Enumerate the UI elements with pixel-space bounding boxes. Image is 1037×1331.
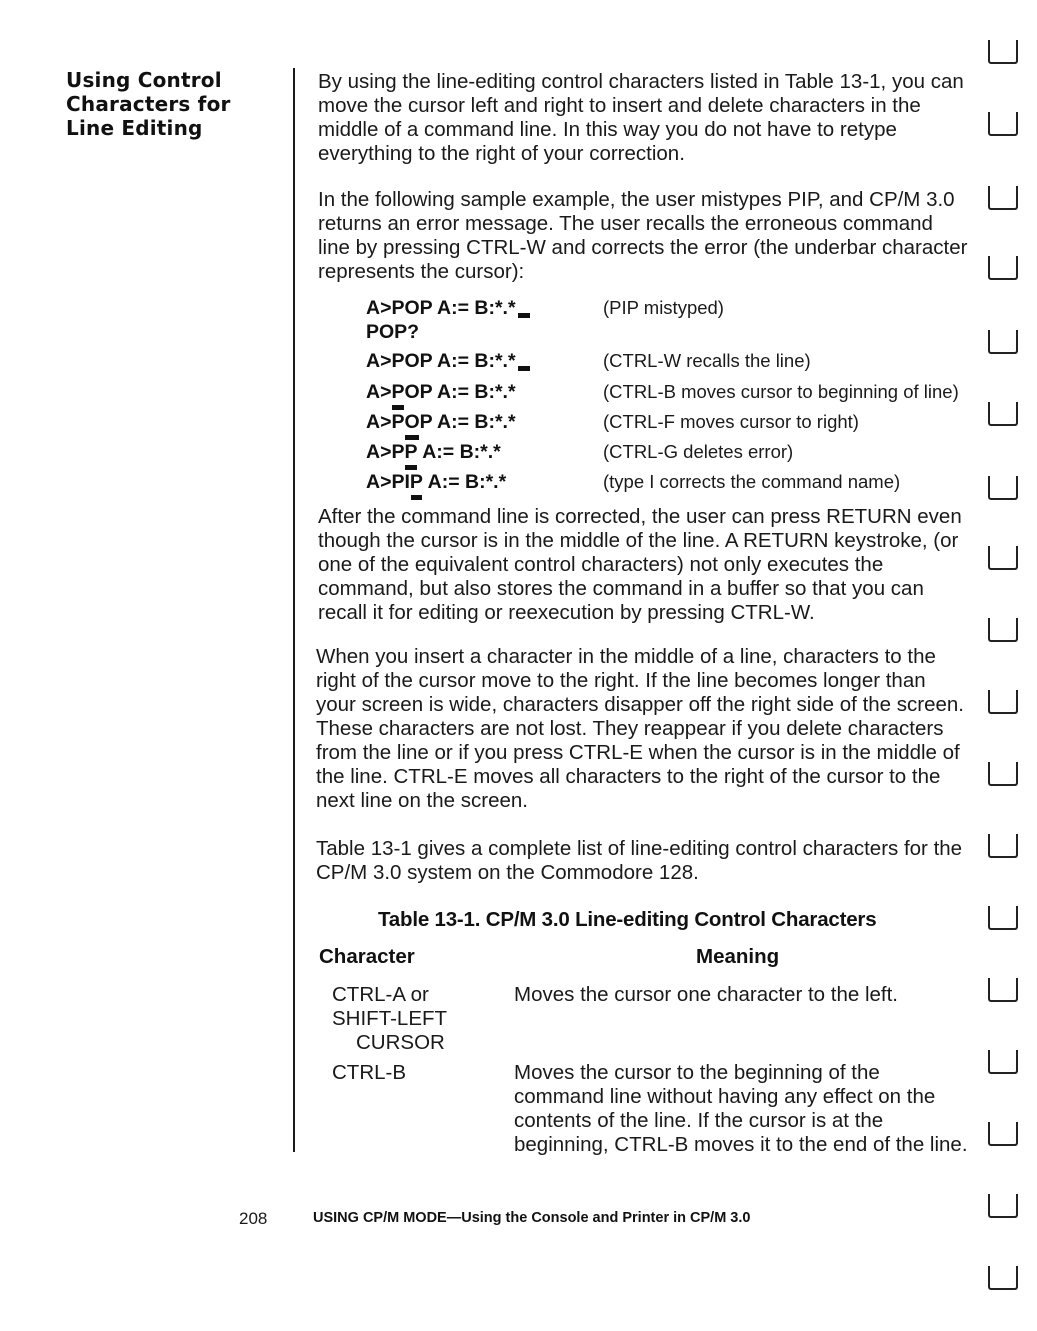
table-cell-character: CURSOR: [356, 1031, 445, 1054]
binder-bracket: [988, 330, 1018, 354]
table-header-meaning: Meaning: [696, 945, 780, 968]
binder-bracket: [988, 906, 1018, 930]
table-cell-character: CTRL-B: [332, 1061, 407, 1084]
example-note: (type I corrects the command name): [603, 471, 901, 492]
cursor-char: P: [391, 381, 405, 403]
table-cell-meaning: Moves the cursor one character to the left.: [514, 983, 898, 1006]
paragraph-insert: When you insert a character in the middle of a line, characters to the right of the cursor move to the right. If the line becomes longer than your screen is wide, characters disapper off the right side of the screen. These characters are not lost. They reappear if you delete characters from the line or if you press CTRL-E when the cursor is in the middle of the line. CTRL-E moves all characters to the right of the cursor to the next line on the screen.: [316, 645, 964, 812]
cursor-char: P: [404, 441, 418, 463]
example-code-line: A>POP A:= B:*.*: [366, 381, 516, 403]
table-caption: Table 13-1. CP/M 3.0 Line-editing Control Characters: [378, 908, 877, 931]
paragraph-table-ref: Table 13-1 gives a complete list of line-editing control characters for the CP/M 3.0 system on the Commodore 128.: [316, 837, 963, 884]
example-code-line: A>POP A:= B:*.*: [366, 297, 530, 319]
binder-bracket: [988, 1050, 1018, 1074]
paragraph-return: After the command line is corrected, the user can press RETURN even though the cursor is in the middle of the line. A RETURN keystroke, (or one of the equivalent control characters) not only executes the command, but also stores the command in a buffer so that you can recall it for editing or reexecution by pressing CTRL-W.: [318, 505, 962, 624]
binder-bracket: [988, 1194, 1018, 1218]
example-code-line: A>PIP A:= B:*.*: [366, 471, 507, 493]
table-cell-meaning: Moves the cursor to the beginning of the command line without having any effect on the contents of the line. If the cursor is at the beginning, CTRL-B moves it to the end of the line.: [514, 1061, 968, 1156]
example-code-line: POP?: [366, 321, 420, 343]
cursor-mark: [518, 313, 530, 318]
binder-bracket: [988, 618, 1018, 642]
binder-bracket: [988, 112, 1018, 136]
binder-bracket: [988, 1122, 1018, 1146]
binder-bracket: [988, 762, 1018, 786]
cursor-char: O: [404, 411, 420, 433]
paragraph-intro: By using the line-editing control characters listed in Table 13-1, you can move the cursor left and right to insert and delete characters in the middle of a command line. In this way you do not have to retype everything to the right of your correction.: [318, 70, 964, 165]
binder-bracket: [988, 40, 1018, 64]
example-note: (PIP mistyped): [603, 297, 724, 318]
vertical-rule: [293, 68, 295, 1152]
cursor-char: P: [409, 471, 423, 493]
binder-bracket: [988, 546, 1018, 570]
table-cell-character: CTRL-A or: [332, 983, 429, 1006]
binder-bracket: [988, 476, 1018, 500]
example-note: (CTRL-B moves cursor to beginning of line): [603, 381, 959, 402]
cursor-mark: [518, 366, 530, 371]
example-note: (CTRL-G deletes error): [603, 441, 794, 462]
binder-bracket: [988, 256, 1018, 280]
paragraph-example-intro: In the following sample example, the user mistypes PIP, and CP/M 3.0 returns an error message. The user recalls the erroneous command line by pressing CTRL-W and corrects the error (the underbar character represents the cursor):: [318, 188, 968, 283]
side-heading: Using Control Characters for Line Editing: [66, 68, 231, 140]
example-note: (CTRL-F moves cursor to right): [603, 411, 859, 432]
example-note: (CTRL-W recalls the line): [603, 350, 811, 371]
example-code-line: A>POP A:= B:*.*: [366, 350, 530, 372]
binder-bracket: [988, 1266, 1018, 1290]
table-header-character: Character: [319, 945, 415, 968]
binder-bracket: [988, 690, 1018, 714]
table-cell-character: SHIFT-LEFT: [332, 1007, 448, 1030]
running-footer: USING CP/M MODE—Using the Console and Printer in CP/M 3.0: [313, 1210, 751, 1226]
binder-bracket: [988, 834, 1018, 858]
binder-bracket: [988, 978, 1018, 1002]
binder-bracket: [988, 186, 1018, 210]
example-code-line: A>PP A:= B:*.*: [366, 441, 501, 463]
example-code-line: A>POP A:= B:*.*: [366, 411, 516, 433]
page-number: 208: [239, 1209, 268, 1228]
binder-bracket: [988, 402, 1018, 426]
